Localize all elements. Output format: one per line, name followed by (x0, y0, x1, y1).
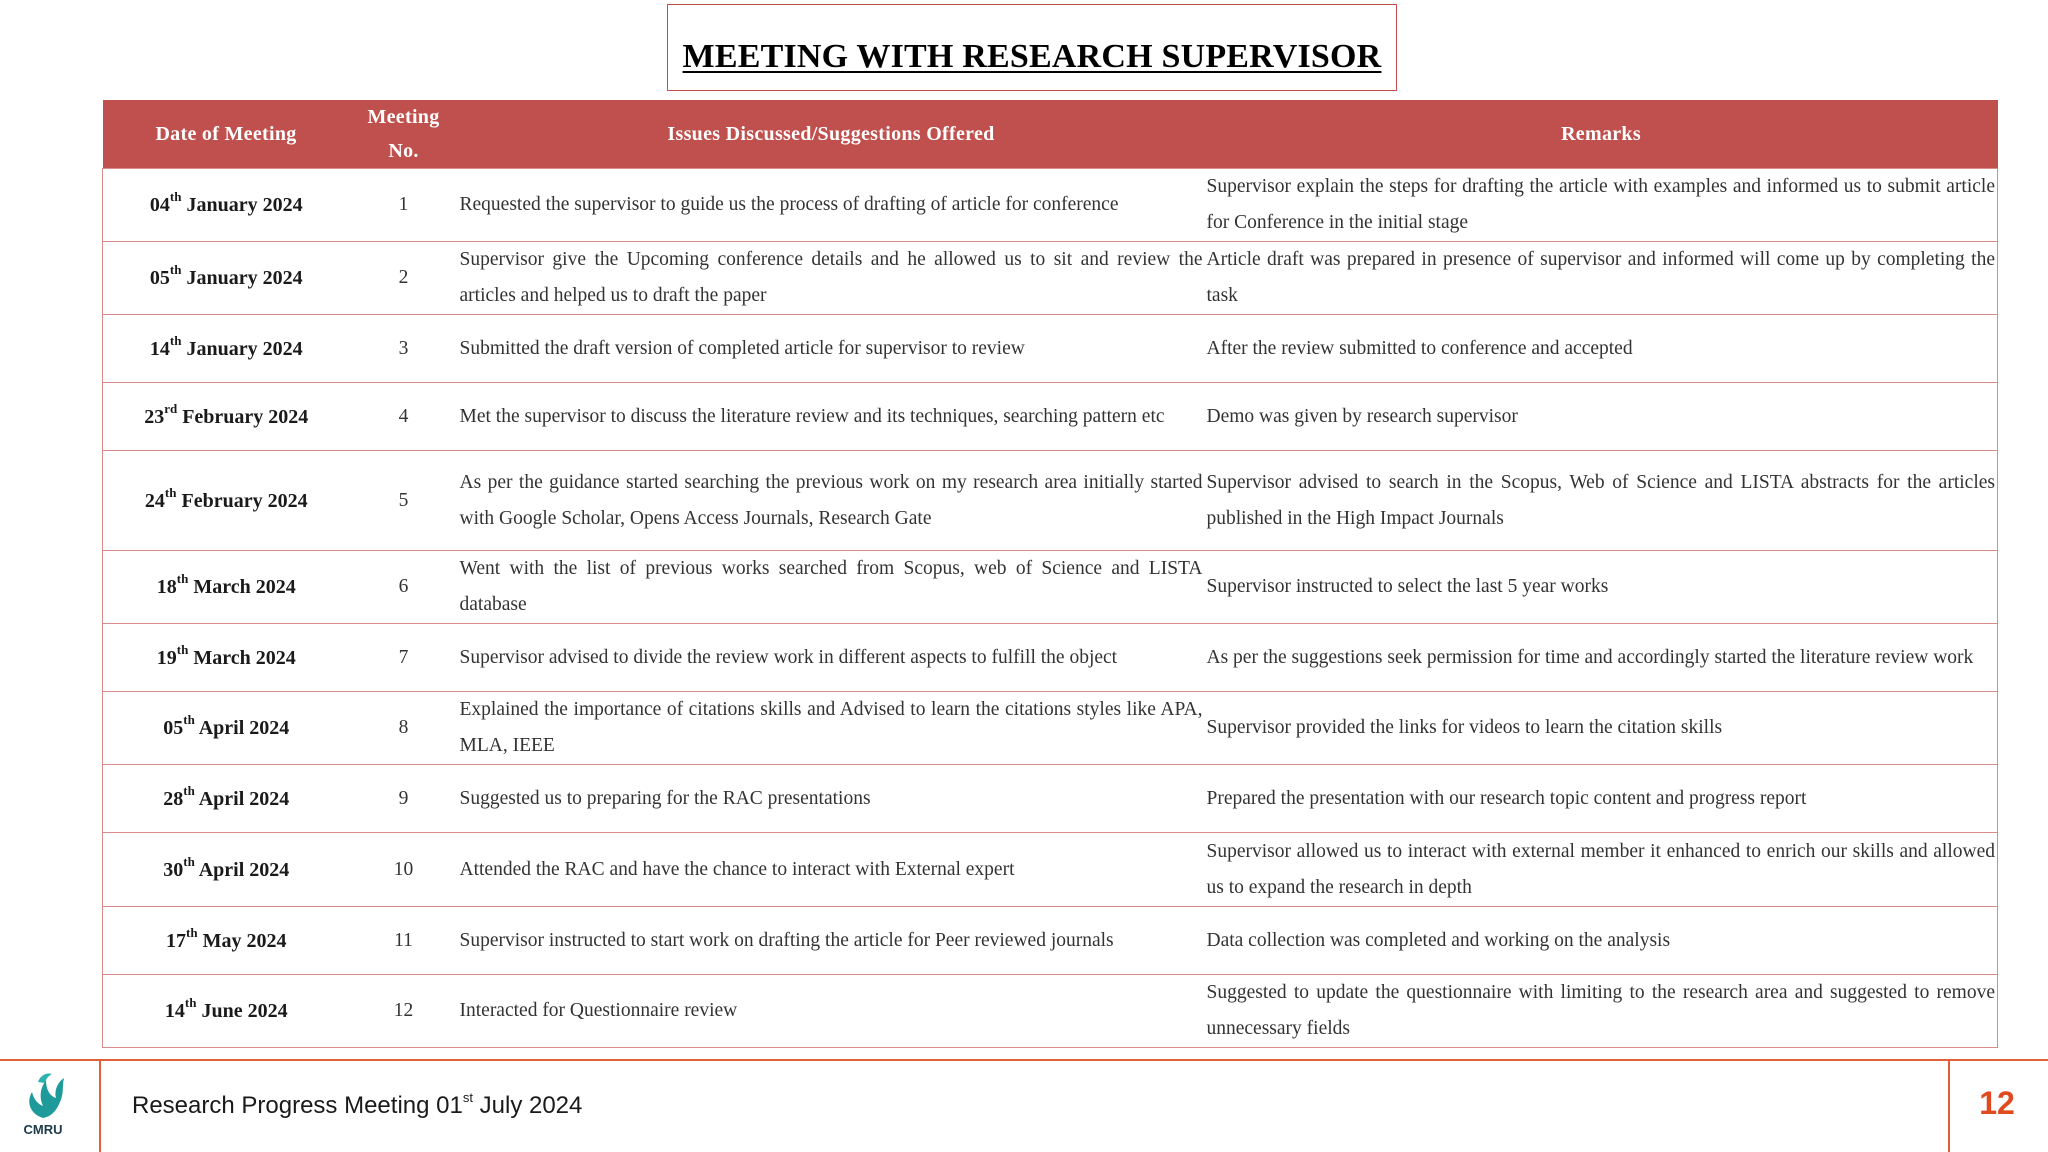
footer-text-main: Research Progress Meeting 01 (132, 1092, 463, 1119)
meeting-number: 3 (350, 315, 458, 383)
meeting-date (103, 692, 350, 765)
date-suffix: th (164, 484, 177, 500)
remarks: Supervisor instructed to select the last 5 year works (1205, 551, 1998, 624)
meetings-table (102, 100, 1998, 1048)
meeting-date (103, 242, 350, 315)
meeting-number: 7 (350, 624, 458, 692)
table-row (103, 551, 1998, 624)
date-suffix: th (183, 782, 195, 798)
date-suffix: th (169, 262, 182, 278)
date-month-year: February 2024 (177, 405, 309, 428)
remarks: Prepared the presentation with our research topic content and progress report (1205, 765, 1998, 833)
meeting-date (103, 624, 350, 692)
title-box (667, 4, 1397, 91)
meeting-number: 6 (350, 551, 458, 624)
meeting-number: 1 (350, 169, 458, 242)
footer-text-sup: st (462, 1090, 473, 1105)
table-row (103, 624, 1998, 692)
remarks: As per the suggestions seek permission for time and accordingly started the literature review work (1205, 624, 1998, 692)
remarks: Demo was given by research supervisor (1205, 383, 1998, 451)
issues-discussed: Explained the importance of citations skills and Advised to learn the citations styles like APA, MLA, IEEE (458, 692, 1205, 765)
date-suffix: th (176, 571, 189, 587)
table-row (103, 833, 1998, 907)
meeting-number: 12 (350, 975, 458, 1048)
bird-logo-icon (18, 1070, 68, 1122)
issues-discussed: Supervisor advised to divide the review work in different aspects to fulfill the object (458, 624, 1205, 692)
date-day: 23 (144, 405, 165, 428)
date-month-year: January 2024 (181, 267, 303, 289)
issues-discussed: Supervisor give the Upcoming conference details and he allowed us to sit and review the articles and helped us to draft the paper (458, 242, 1205, 315)
date-suffix: th (183, 712, 195, 728)
date-day: 05 (163, 717, 184, 739)
meeting-number: 2 (350, 242, 458, 315)
date-suffix: th (169, 189, 182, 205)
issues-discussed: Supervisor instructed to start work on drafting the article for Peer reviewed journals (458, 907, 1205, 975)
header-meeting-no: Meeting No. (350, 100, 458, 169)
date-day: 05 (149, 267, 170, 289)
table-row (103, 169, 1998, 242)
date-day: 24 (144, 489, 165, 512)
remarks: Article draft was prepared in presence of supervisor and informed will come up by completing the task (1205, 242, 1998, 315)
date-suffix: th (169, 332, 182, 348)
date-day: 18 (156, 576, 177, 598)
date-month-year: January 2024 (181, 337, 303, 360)
remarks: Data collection was completed and working on the analysis (1205, 907, 1998, 975)
meeting-date (103, 383, 350, 451)
date-suffix: th (186, 924, 198, 940)
issues-discussed: Interacted for Questionnaire review (458, 975, 1205, 1048)
date-suffix: th (184, 995, 197, 1011)
page-title: MEETING WITH RESEARCH SUPERVISOR (682, 38, 1382, 75)
date-month-year: June 2024 (196, 1000, 288, 1022)
header-issues: Issues Discussed/Suggestions Offered (458, 100, 1205, 169)
date-suffix: th (183, 853, 195, 869)
issues-discussed: Requested the supervisor to guide us the process of drafting of article for conference (458, 169, 1205, 242)
date-day: 17 (166, 929, 187, 952)
remarks: Suggested to update the questionnaire with limiting to the research area and suggested to remove unnecessary fields (1205, 975, 1998, 1048)
meeting-number: 8 (350, 692, 458, 765)
table-row (103, 765, 1998, 833)
table-header-row (103, 100, 1998, 169)
date-day: 14 (164, 1000, 185, 1022)
footer-right-divider (1948, 1061, 1950, 1152)
date-day: 28 (163, 787, 184, 810)
issues-discussed: As per the guidance started searching the previous work on my research area initially started with Google Scholar, Opens Access Journals, Research Gate (458, 451, 1205, 551)
date-month-year: April 2024 (194, 858, 290, 881)
date-month-year: February 2024 (176, 489, 308, 512)
issues-discussed: Submitted the draft version of completed article for supervisor to review (458, 315, 1205, 383)
footer-left-divider (99, 1061, 101, 1152)
meeting-date (103, 315, 350, 383)
footer-meeting-text (132, 1092, 582, 1120)
date-month-year: March 2024 (188, 646, 296, 669)
table-row (103, 451, 1998, 551)
meeting-date (103, 765, 350, 833)
date-day: 04 (149, 194, 170, 216)
remarks: Supervisor provided the links for videos to learn the citation skills (1205, 692, 1998, 765)
meeting-date (103, 451, 350, 551)
table-row (103, 975, 1998, 1048)
meeting-number: 10 (350, 833, 458, 907)
date-day: 14 (149, 337, 170, 360)
date-month-year: January 2024 (181, 194, 303, 216)
meeting-date (103, 975, 350, 1048)
cmru-logo (18, 1070, 68, 1142)
table-body (103, 169, 1998, 1048)
date-month-year: March 2024 (188, 576, 296, 598)
issues-discussed: Attended the RAC and have the chance to interact with External expert (458, 833, 1205, 907)
meeting-date (103, 833, 350, 907)
date-month-year: April 2024 (194, 787, 290, 810)
meeting-number: 11 (350, 907, 458, 975)
meeting-number: 4 (350, 383, 458, 451)
table-row (103, 692, 1998, 765)
meeting-date (103, 169, 350, 242)
table-row (103, 383, 1998, 451)
logo-text: CMRU (23, 1122, 63, 1137)
remarks: Supervisor explain the steps for drafting the article with examples and informed us to submit article for Conference in the initial stage (1205, 169, 1998, 242)
date-suffix: th (176, 641, 189, 657)
remarks: After the review submitted to conference and accepted (1205, 315, 1998, 383)
table-row (103, 242, 1998, 315)
date-day: 19 (156, 646, 177, 669)
date-month-year: April 2024 (194, 717, 290, 739)
issues-discussed: Met the supervisor to discuss the literature review and its techniques, searching pattern etc (458, 383, 1205, 451)
remarks: Supervisor allowed us to interact with external member it enhanced to enrich our skills and allowed us to expand the research in depth (1205, 833, 1998, 907)
meeting-date (103, 551, 350, 624)
date-suffix: rd (164, 400, 178, 416)
header-remarks: Remarks (1205, 100, 1998, 169)
remarks: Supervisor advised to search in the Scopus, Web of Science and LISTA abstracts for the articles published in the High Impact Journals (1205, 451, 1998, 551)
date-month-year: May 2024 (197, 929, 287, 952)
page-number: 12 (1979, 1085, 2015, 1121)
meeting-date (103, 907, 350, 975)
table-row (103, 907, 1998, 975)
header-date: Date of Meeting (103, 100, 350, 169)
meeting-number: 5 (350, 451, 458, 551)
issues-discussed: Went with the list of previous works searched from Scopus, web of Science and LISTA database (458, 551, 1205, 624)
meeting-number: 9 (350, 765, 458, 833)
footer-divider (0, 1059, 2048, 1061)
table-row (103, 315, 1998, 383)
issues-discussed: Suggested us to preparing for the RAC presentations (458, 765, 1205, 833)
footer-text-date: July 2024 (472, 1092, 583, 1119)
date-day: 30 (163, 858, 184, 881)
